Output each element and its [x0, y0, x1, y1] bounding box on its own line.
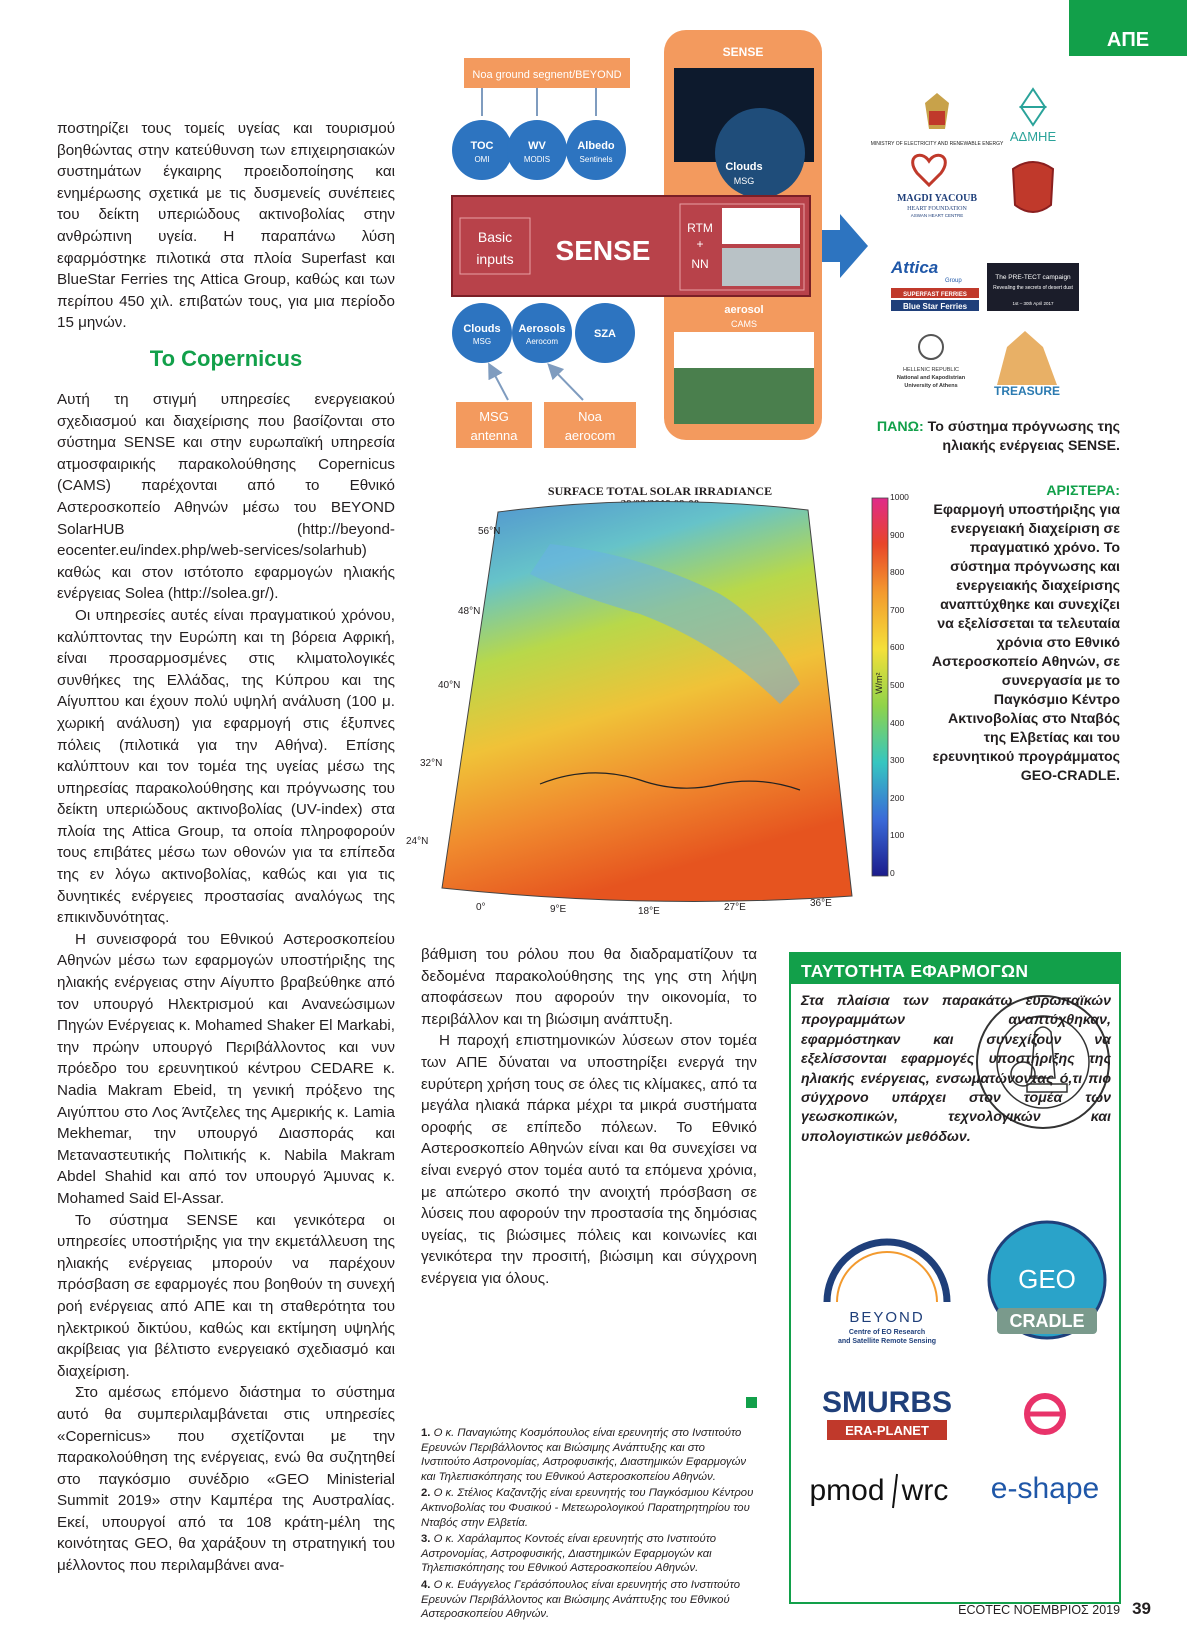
treasure-logo	[994, 331, 1060, 398]
footnote-1-number: 1.	[421, 1427, 431, 1439]
colorbar-tick: 600	[890, 642, 905, 653]
colorbar-tick: 0	[890, 867, 895, 878]
footnote-3	[421, 1532, 757, 1576]
aerosol-label: aerosol	[724, 304, 764, 316]
pretect-line-2: Revealing the secrets of desert dust	[993, 285, 1073, 291]
lat-label-40: 40°N	[438, 680, 461, 691]
col2-paragraph-1: βάθμιση του ρόλου που θα διαδραματίζουν τα δεδομένα παρακολούθησης της γης στη λήψη αποφάσεων που αφορούν την οικονομία, το περιβάλλον και τη βιώσιμη ανάπτυξη.	[421, 946, 757, 1028]
era-planet-text: ERA-PLANET	[845, 1423, 929, 1438]
applications-identity-box	[789, 952, 1121, 1604]
map-domain	[442, 501, 852, 901]
footnote-4	[421, 1578, 757, 1622]
colorbar-tick: 200	[890, 792, 905, 803]
page-footer	[958, 1599, 1151, 1619]
noa-label: Noa	[578, 409, 602, 424]
basic-inputs-label-1: Basic	[477, 229, 513, 245]
colorbar-tick: 700	[890, 604, 905, 615]
wv-sub: MODIS	[523, 155, 551, 164]
beyond-sub-1: Centre of EO Research	[848, 1329, 926, 1336]
lon-label-0: 0°	[476, 902, 486, 913]
smurbs-text: SMURBS	[821, 1386, 953, 1419]
treasure-text: TREASURE	[993, 384, 1061, 398]
colorbar-unit: W/m²	[874, 672, 884, 694]
lon-label-18e: 18°E	[638, 906, 660, 917]
page-number: 39	[1132, 1599, 1151, 1618]
caption-left	[930, 482, 1120, 786]
colorbar-ticks	[890, 492, 916, 878]
footnote-1	[421, 1426, 757, 1484]
footnote-4-number: 4.	[421, 1578, 431, 1591]
clouds-top-label: Clouds	[725, 161, 763, 173]
eshape-text: e-shape	[990, 1472, 1100, 1505]
partner-logos	[870, 85, 1085, 410]
beyond-text: BEYOND	[849, 1309, 925, 1326]
rtm-label: RTM	[687, 221, 713, 235]
caption-top-text: Το σύστημα πρόγνωσης της ηλιακής ενέργειας SENSE.	[927, 419, 1120, 454]
nn-label: NN	[691, 257, 709, 271]
clouds-top-sub: MSG	[733, 176, 755, 186]
cams-website-image	[674, 332, 814, 368]
col1-paragraph-4: Το σύστημα SENSE και γενικότερα οι υπηρεσίες υποστήριξης για την εκμετάλλευση της ηλιακής ενέργειας μπορούν να παρέχουν πρόσβαση σε εφαρμογές που βοηθούν τη συνεχή ροή ενέργειας από ΑΠΕ και τη σταθερότητα του ηλεκτρικού δικτύου, καθώς και εκτίμηση υψηλής ακρίβειας για βέλτιστο ενεργειακό σχεδιασμό και διαχείριση.	[57, 1211, 395, 1380]
toc-label: TOC	[470, 140, 494, 152]
ministry-logo-text: MINISTRY OF ELECTRICITY AND RENEWABLE ENERGY	[870, 141, 1004, 147]
footnote-4-text: Ο κ. Ευάγγελος Γεράσόπουλος είναι ερευνητής στο Ινστιτούτο Ερευνών Περιβάλλοντος και Βιώσιμης Ανάπτυξης του Εθνικού Αστεροσκοπείου Αθηνών.	[421, 1578, 740, 1621]
uoa-logo	[897, 335, 966, 389]
colorbar-tick: 500	[890, 679, 905, 690]
rtm-plus: +	[696, 237, 704, 251]
lat-label-32: 32°N	[420, 758, 443, 769]
clouds-bottom-label: Clouds	[463, 323, 501, 335]
footer-magazine: ECOTEC ΝΟΕΜΒΡΙΟΣ 2019	[958, 1603, 1121, 1617]
sense-diagram	[460, 28, 870, 453]
antenna-label: antenna	[470, 428, 518, 443]
red-shield-logo	[1013, 162, 1053, 212]
colorbar-tick: 800	[890, 567, 905, 578]
rtm-plot-image	[722, 208, 800, 244]
box-title: ΤΑΥΤΟΤΗΤΑ ΕΦΑΡΜΟΓΩΝ	[791, 954, 1119, 984]
lon-label-9e: 9°E	[550, 904, 567, 915]
ministry-logo	[871, 93, 1004, 147]
superfast-text: SUPERFAST FERRIES	[903, 292, 967, 298]
smurbs-logo	[822, 1386, 952, 1440]
msg-label: MSG	[479, 409, 509, 424]
eshape-icon	[1027, 1396, 1063, 1432]
colorbar-tick: 1000	[890, 492, 909, 502]
pretect-logo	[987, 263, 1079, 311]
box-text: Στα πλαίσια των παρακάτω ευρωπαϊκών προγραμμάτων αναπτύχθηκαν, εφαρμόστηκαν και συνεχίζουν να εξελίσσονται εφαρμογές υποστήριξης της ηλιακής ενέργειας, ενσωματώνοντας ό,τι πιο σύγχρονο υπάρχει στον τομέα των γεωσκοπικών, τεχνολογικών και υπολογιστικών μεθόδων.	[801, 993, 1111, 1145]
attica-group-logo	[890, 258, 979, 311]
albedo-label: Albedo	[577, 140, 615, 152]
footnote-2	[421, 1486, 757, 1530]
aerosols-label: Aerosols	[518, 323, 566, 335]
footnote-1-text: Ο κ. Παναγιώτης Κοσμόπουλος είναι ερευνητής στο Ινστιτούτο Ερευνών Περιβάλλοντος και Βιώσιμης Ανάπτυξης και στο Ινστιτούτο Αστρονομίας, Αστροφυσικής, Διαστημικών Εφαρμογών και Τηλεπισκόπησης του Εθνικού Αστεροσκοπείου Αθηνών.	[421, 1427, 747, 1483]
col1-paragraph-1: Αυτή τη στιγμή υπηρεσίες ενεργειακού σχεδιασμού και διαχείρισης που βασίζονται στο σύστημα SENSE και στην ευρωπαϊκή υπηρεσία ατμοσφαιρικής παρακολούθησης Copernicus (CAMS) παρέχονται από το Εθνικό Αστεροσκοπείο Αθηνών μέσω του BEYOND SolarHUB (http://beyond-eocenter.eu/index.php/web-services/solarhub) καθώς και στον ιστότοπο εφαρμογών ηλιακής ενέργειας Solea (http://solea.gr/).	[57, 391, 395, 603]
clouds-bottom-sub: MSG	[472, 337, 492, 346]
footnote-3-number: 3.	[421, 1533, 431, 1546]
end-mark-icon	[746, 1397, 757, 1408]
attica-group-text: Group	[945, 278, 962, 284]
partner-logos-art	[870, 85, 1085, 410]
column-1-body	[57, 389, 395, 1577]
heading-copernicus: Το Copernicus	[149, 346, 303, 371]
sense-panel-label: SENSE	[722, 45, 764, 59]
footnotes	[421, 1426, 757, 1624]
box-logos	[797, 1212, 1115, 1602]
attica-text: Attica	[891, 258, 939, 277]
col1-paragraph-2: Οι υπηρεσίες αυτές είναι πραγματικού χρόνου, καλύπτοντας την Ευρώπη και τη βόρεια Αφρική, είναι προσαρμοσμένες στις κλιματολογικές συνθήκες της Ελλάδας, της Κύπρου και της Αίγυπτου και έχουν πολύ υψηλή ανάλυση (100 μ. χωρική ανάλυση) για εφαρμογή στις έξυπνες πόλεις (πιλοτικά για την Αθήνα). Επίσης καλύπτουν και τον τομέα της υγείας μέσω της υπηρεσίας παρακολούθησης και πρόγνωσης του δείκτη υπεριώδους ακτινοβολίας (UV-index) στα πλοία της Attica Group, τα οποία πληροφορούν τους επιβάτες μέσω των οθονών για τα επίπεδα της εν λόγω ακτινοβολίας, καθώς και για τις δυνητικές ενέργειες προστασίας αναλόγως της επικινδυνότητας.	[57, 606, 395, 927]
aerosols-sub: Aerocom	[525, 337, 559, 346]
column-2-body	[421, 944, 757, 1290]
col1-intro-paragraph: ποστηρίζει τους τομείς υγείας και τουρισμού βοηθώντας στην κατεύθυνση των επιχειρησιακών συστημάτων έγκαιρης προειδοποίησης και ενημέρωσης σχετικά με τις δυσμενείς συνέπειες του δείκτη υπεριώδους ακτινοβολίας στην ανθρώπινη υγεία. Η παραπάνω λύση εφαρμόστηκε πιλοτικά στα πλοία Superfast και BlueStar Ferries της Attica Group, καθώς και των περίπου 450 χιλ. επιβατών τους, για μια περίοδο 15 μηνών.	[57, 120, 395, 332]
pretect-line-3: 1st – 30th April 2017	[1012, 301, 1054, 306]
caption-left-text: Εφαρμογή υποστήριξης για ενεργειακή διαχείριση σε πραγματικό χρόνο. Το σύστημα πρόγνωσης και ενεργειακής διαχείρισης αναπτύχθηκε και συνεχίζει να εξελίσσεται τα τελευταία χρόνια στο Εθνικό Αστεροσκοπείο Αθηνών, σε συνεργασία με το Παγκόσμιο Κέντρο Ακτινοβολίας στο Νταβός της Ελβετίας και του ερευνητικού προγράμματος GEO-CRADLE.	[931, 502, 1120, 784]
bluestar-text: Blue Star Ferries	[902, 302, 968, 311]
colorbar-tick: 400	[890, 717, 905, 728]
uoa-line-3: University of Athens	[904, 383, 958, 389]
toc-sub: OMI	[474, 155, 490, 164]
beyond-logo	[827, 1242, 947, 1345]
lon-label-36e: 36°E	[810, 898, 832, 909]
cradle-text: CRADLE	[1009, 1311, 1085, 1331]
col1-paragraph-3: Η συνεισφορά του Εθνικού Αστεροσκοπείου Αθηνών μέσω των εφαρμογών υποστήριξης της ηλιακής ενέργειας στην Αίγυπτο βραβεύθηκε από τον υπουργό Ηλεκτρισμού και Ανανεώσιμων Πηγών Ενέργειας κ. Mohamed Shaker El Markabi, την πρώην υπουργό Περιβάλλοντος και νυν πρόεδρο του ερευνητικού κέντρου CEDARE κ. Nadia Makram Ebeid, τη γενική πρόξενο της Αιγύπτου στο Λος Άντζελες της Αμερικής κ. Lamia Mekhemar, την υπουργό Διασποράς και Μεταναστευτικής Πολιτικής κ. Nabila Makram Abdel Shahid και από τον υπουργό Άμυνας κ. Mohamed Said El-Assar.	[57, 930, 395, 1207]
magdi-line-3: ASWAN HEART CENTRE	[910, 213, 964, 218]
pmod-divider	[893, 1474, 897, 1508]
colorbar-tick: 300	[890, 755, 905, 766]
colorbar-tick: 900	[890, 529, 905, 540]
lat-label-24: 24°N	[406, 836, 429, 847]
lat-label-56: 56°N	[478, 526, 501, 537]
aerocom-label: aerocom	[564, 428, 616, 443]
footnote-2-number: 2.	[421, 1487, 431, 1500]
colorbar-tick: 100	[890, 830, 905, 841]
sky-camera-image	[722, 248, 800, 286]
section-tab	[1069, 0, 1187, 56]
caption-left-lead: ΑΡΙΣΤΕΡΑ:	[1046, 483, 1120, 499]
albedo-sub: Sentinels	[579, 155, 613, 164]
admie-logo-text: ΑΔΜΗΕ	[1009, 129, 1057, 144]
magdi-yacoub-logo	[897, 155, 977, 218]
footnote-3-text: Ο κ. Χαράλαμπος Κοντοές είναι ερευνητής στο Ινστιτούτο Αστρονομίας, Αστροφυσικής, Διαστημικών Εφαρμογών και Τηλεπισκόπησης του Εθνικού Αστεροσκοπείου Αθηνών.	[421, 1533, 717, 1575]
column-1-intro	[57, 118, 395, 334]
aerosol-sub: CAMS	[730, 319, 758, 329]
basic-inputs-label-2: inputs	[476, 251, 514, 267]
pretect-line-1: The PRE-TECT campaign	[995, 274, 1071, 281]
wv-label: WV	[528, 140, 546, 152]
lat-label-48: 48°N	[458, 606, 481, 617]
wrc-text: wrc	[901, 1474, 949, 1507]
sense-center-label: SENSE	[555, 235, 651, 266]
section-tab-label: ΑΠΕ	[1106, 29, 1150, 51]
col2-paragraph-2: Η παροχή επιστημονικών λύσεων στον τομέα των ΑΠΕ δύναται να υποστηρίξει ενεργά την ευρύτερη χρήση τους σε όλες τις κλίμακες, από τα μεγάλα ηλιακά πάρκα μέχρι τα μικρά συστήματα οροφής σε επίπεδο πόλεων. Το Εθνικό Αστεροσκοπείο Αθηνών είναι και θα συνεχίσει να είναι ενεργό στον τομέα αυτό τα επόμενα χρόνια, με απώτερο σκοπό την ανοιχτή πρόσβαση σε λύσεις που αφορούν την προστασία της δημόσιας υγείας, τις βιώσιμες πόλεις και κοινωνίες και γενικότερα την προσιτή, βιώσιμη και σύγχρονη ενέργεια για όλους.	[421, 1032, 757, 1287]
lon-label-27e: 27°E	[724, 902, 746, 913]
admie-logo	[1010, 89, 1057, 144]
geo-cradle-logo	[989, 1222, 1105, 1338]
uoa-line-2: National and Kapodistrian	[896, 375, 966, 381]
caption-top	[860, 418, 1120, 456]
aerosol-map-image	[674, 368, 814, 424]
ground-segment-label: Noa ground segnent/BEYOND	[472, 69, 622, 81]
footnote-2-text: Ο κ. Στέλιος Καζαντζής είναι ερευνητής του Παγκόσμιου Κέντρου Ακτινοβολίας του Φυσικού - Μετεωρολογικού Παρατηρητηρίου του Νταβός στην Ελβετία.	[421, 1487, 754, 1529]
geo-text: GEO	[1018, 1264, 1076, 1294]
solar-irradiance-map	[406, 484, 915, 924]
earth-image	[715, 108, 805, 198]
pmod-text: pmod	[809, 1474, 885, 1507]
magdi-line-2: HEART FOUNDATION	[907, 206, 967, 212]
map-title: SURFACE TOTAL SOLAR IRRADIANCE	[547, 484, 773, 498]
output-arrow-icon	[822, 214, 868, 278]
sza-label: SZA	[594, 328, 616, 340]
uoa-line-1: HELLENIC REPUBLIC	[903, 367, 959, 373]
caption-top-lead: ΠΑΝΩ:	[876, 419, 924, 435]
col1-paragraph-5: Στο αμέσως επόμενο διάστημα το σύστημα αυτό θα συμπεριλαμβάνεται στις υπηρεσίες «Copernicus» που σχετίζονται με την παρακολούθηση της ενέργειας, ενώ θα συζητηθεί στο παγκόσμιο συνέδριο «GEO Ministerial Summit 2019» στην Καμπέρα της Αυστραλίας. Εκεί, υπουργοί από τα 108 κράτη-μέλη της κοινότητας GEO, θα χαράξουν τη στρατηγική του μέλλοντος που περιλαμβάνει ανα-	[57, 1384, 395, 1575]
beyond-sub-2: and Satellite Remote Sensing	[837, 1338, 937, 1345]
magdi-line-1: MAGDI YACOUB	[896, 193, 978, 204]
map-art	[420, 484, 915, 924]
